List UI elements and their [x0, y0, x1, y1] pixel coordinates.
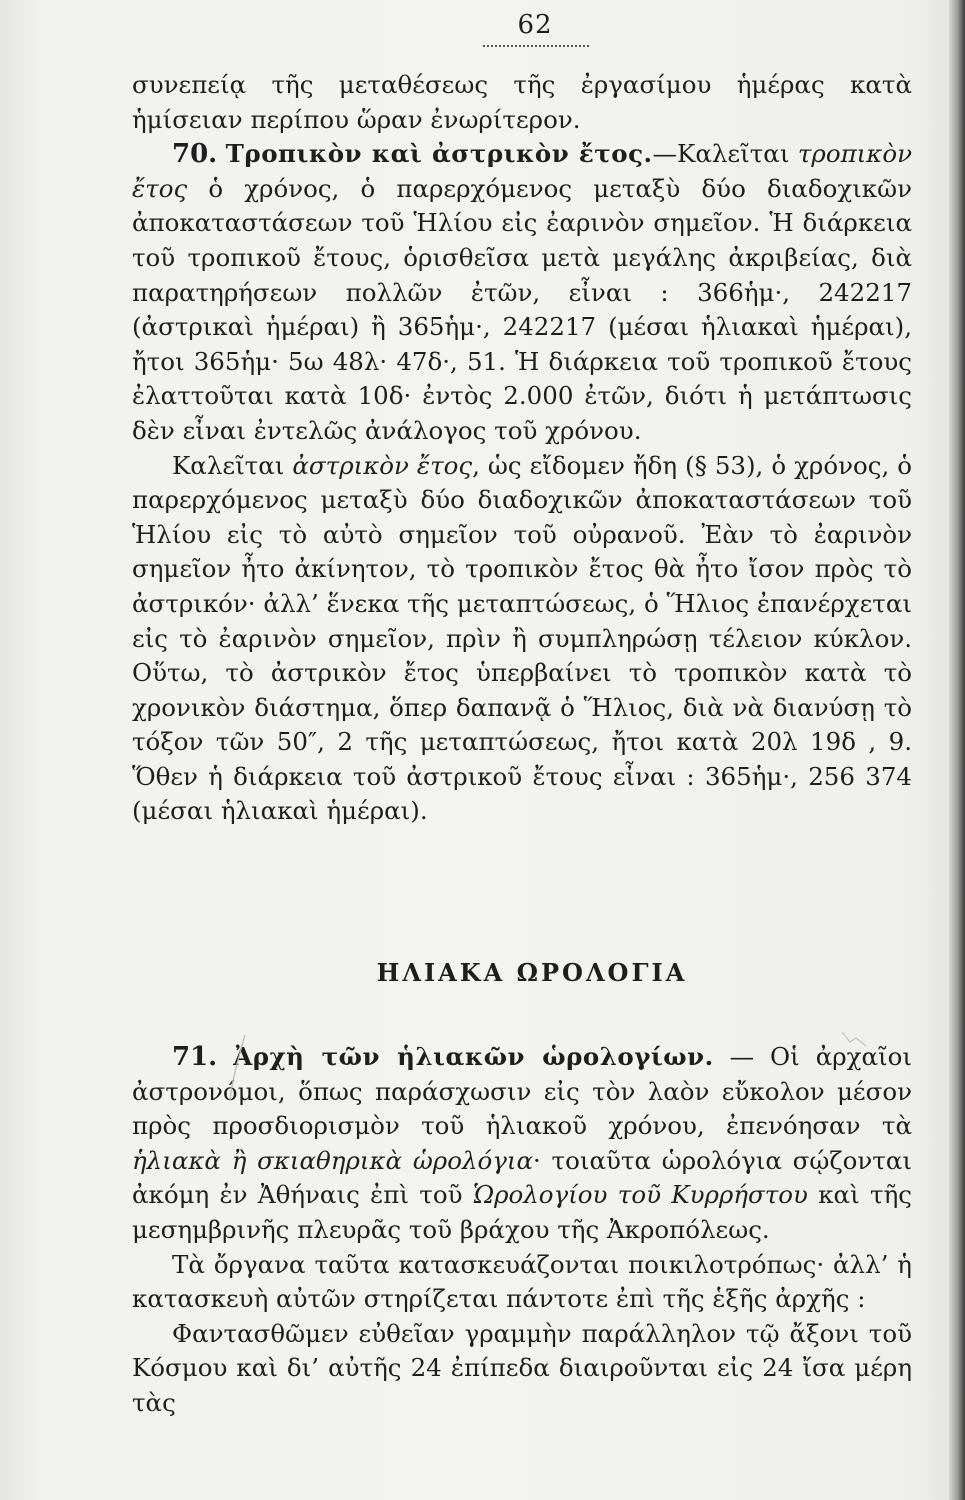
paragraph-imagine: Φαντασθῶμεν εὐθεῖαν γραμμὴν παράλληλον τῷ ἄξονι τοῦ Κόσμου καὶ δι’ αὐτῆς 24 ἐπίπεδα διαιροῦνται εἰς 24 ἴσα μέρη τὰς — [132, 1318, 912, 1417]
sidereal-lead: Καλεῖται — [172, 450, 293, 480]
paragraph-continuation: συνεπείᾳ τῆς μεταθέσεως τῆς ἐργασίμου ἡμέρας κατὰ ἡμίσειαν περίπου ὥραν ἐνωρίτερον. — [132, 70, 912, 134]
section-heading: ΗΛΙΑΚΑ ΩΡΟΛΟΓΙΑ — [376, 958, 688, 987]
paragraph-instruments: Τὰ ὄργανα ταῦτα κατασκευάζονται ποικιλοτρόπως· ἀλλ’ ἡ κατασκευὴ αὐτῶν στηρίζεται πάντοτε ἐπὶ τῆς ἑξῆς ἀρχῆς : — [132, 1249, 912, 1314]
sidereal-body: , ὡς εἴδομεν ἤδη (§ 53), ὁ χρόνος, ὁ παρερχόμενος μεταξὺ δύο διαδοχικῶν ἀποκαταστάσεων τοῦ Ἡλίου εἰς τὸ αὐτὸ σημεῖον τοῦ οὐρανοῦ. Ἐὰν τὸ ἐαρινὸν σημεῖον ἦτο ἀκίνητον, τὸ τροπικὸν ἔτος θὰ ἦτο ἴσον πρὸς τὸ ἀστρικόν· ἀλλ’ ἕνεκα τῆς μεταπτώσεως, ὁ Ἥλιος ἐπανέρχεται εἰς τὸ ἐαρινὸν σημεῖον, πρὶν ἢ συμπληρώσῃ τέλειον κύκλον. Οὕτω, τὸ ἀστρικὸν ἔτος ὑπερβαίνει τὸ τροπικὸν κατὰ τὸ χρονικὸν διάστημα, ὅπερ δαπανᾷ ὁ Ἥλιος, διὰ νὰ διανύσῃ τὸ τόξον τῶν 50″, 2 τῆς μεταπτώσεως, ἤτοι κατὰ 20λ 19δ , 9. Ὅθεν ἡ διάρκεια τοῦ ἀστρικοῦ ἔτους εἶναι : 365ἡμ·, 256 374 (μέσαι ἡλιακαὶ ἡμέραι). — [132, 450, 912, 826]
section-70 — [132, 137, 912, 448]
section-71-lead: — Οἱ ἀρχαῖοι ἀστρονόμοι, ὅπως παράσχωσιν εἰς τὸν λαὸν εὔκολον μέσον πρὸς προσδιορισμὸν τοῦ ἡλιακοῦ χρόνου, ἐπενόησαν τὰ — [132, 1042, 913, 1141]
section-71-mid: · τοιαῦτα ὡρολόγια σῴζονται ἀκόμη ἐν Ἀθήναις ἐπὶ τοῦ — [132, 1145, 912, 1210]
section-71-title: Ἀρχὴ τῶν ἡλιακῶν ὡρολογίων. — [233, 1042, 714, 1071]
section-70-body: ὁ χρόνος, ὁ παρερχόμενος μεταξὺ δύο διαδοχικῶν ἀποκαταστάσεων τοῦ Ἡλίου εἰς ἐαρινὸν σημεῖον. Ἡ διάρκεια τοῦ τροπικοῦ ἔτους, ὁρισθεῖσα μετὰ μεγάλης ἀκριβείας, διὰ παρατηρήσεων πολλῶν ἐτῶν, εἶναι : 366ἡμ·, 242217 (ἀστρικαὶ ἡμέραι) ἢ 365ἡμ·, 242217 (μέσαι ἡλιακαὶ ἡμέραι), ἤτοι 365ἡμ· 5ω 48λ· 47δ·, 51. Ἡ διάρκεια τοῦ τροπικοῦ ἔτους ἐλαττοῦται κατὰ 10δ· ἐντὸς 2.000 ἐτῶν, διότι ἡ μετάπτωσις δὲν εἶναι ἐντελῶς ἀνάλογος τοῦ χρόνου. — [132, 173, 912, 445]
section-70-title: Τροπικὸν καὶ ἀστρικὸν ἔτος. — [225, 139, 653, 169]
text-block-upper — [132, 68, 912, 829]
section-71-end: καὶ τῆς μεσημβρινῆς πλευρᾶς τοῦ βράχου τῆς Ἀκροπόλεως. — [132, 1180, 912, 1244]
section-71-term2: Ὡρολογίου τοῦ Κυρρήστου — [472, 1180, 808, 1210]
page-number-rule — [483, 45, 589, 47]
section-71-number: 71. — [172, 1042, 218, 1072]
text-block-lower — [132, 1040, 912, 1421]
paragraph-sidereal-year — [132, 449, 912, 830]
sidereal-term: ἀστρικὸν ἔτος — [292, 450, 473, 480]
section-70-term: τροπικὸν ἔτος — [132, 139, 912, 203]
section-70-number: 70. — [172, 139, 218, 170]
page-edge-shadow — [949, 0, 965, 1500]
section-71 — [132, 1040, 912, 1248]
section-71-term: ἡλιακὰ ἢ σκιαθηρικὰ ὡρολόγια — [132, 1145, 534, 1175]
page-number: 62 — [517, 10, 553, 40]
section-70-lead: —Καλεῖται — [652, 139, 798, 169]
